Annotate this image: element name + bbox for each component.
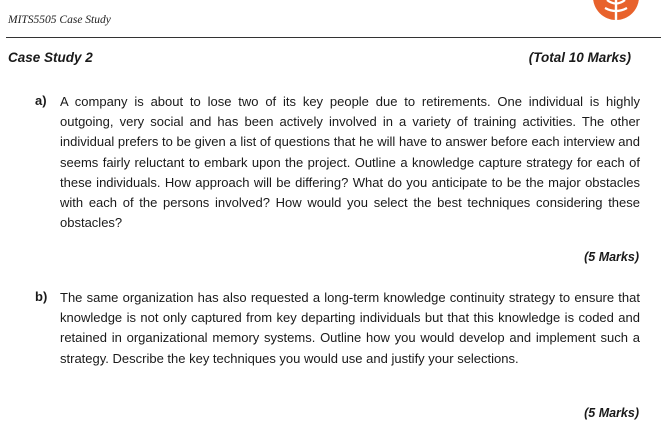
- university-logo-icon: [593, 0, 639, 20]
- logo-mark-icon: [593, 0, 639, 20]
- course-code-header: MITS5505 Case Study: [8, 14, 111, 26]
- question-b-label: b): [35, 289, 48, 304]
- question-a-marks: (5 Marks): [584, 250, 639, 264]
- total-marks: (Total 10 Marks): [528, 50, 631, 65]
- header-rule: [6, 37, 661, 38]
- question-b-marks: (5 Marks): [584, 406, 639, 420]
- question-b-text: The same organization has also requested a long-term knowledge continuity strategy to ensure that knowledge is not only captured from key departing individuals but that this knowledge is coded and retained in organizational memory systems. Outline how you would develop and implement such a strategy. Describe the key techniques you would use and justify your selections.: [60, 290, 640, 366]
- question-a-text: A company is about to lose two of its key people due to retirements. One individual is highly outgoing, very social and has been actively involved in a variety of training activities. The other individual prefers to be given a list of questions that he will have to answer before each interview and seems fairly reluctant to embark upon the project. Outline a knowledge capture strategy for each of these individuals. How approach will be differing? What do you anticipate to be the major obstacles with each of the persons involved? How would you select the best techniques considering these obstacles?: [60, 94, 640, 231]
- question-a-label: a): [35, 93, 47, 108]
- case-study-title: Case Study 2: [8, 50, 93, 65]
